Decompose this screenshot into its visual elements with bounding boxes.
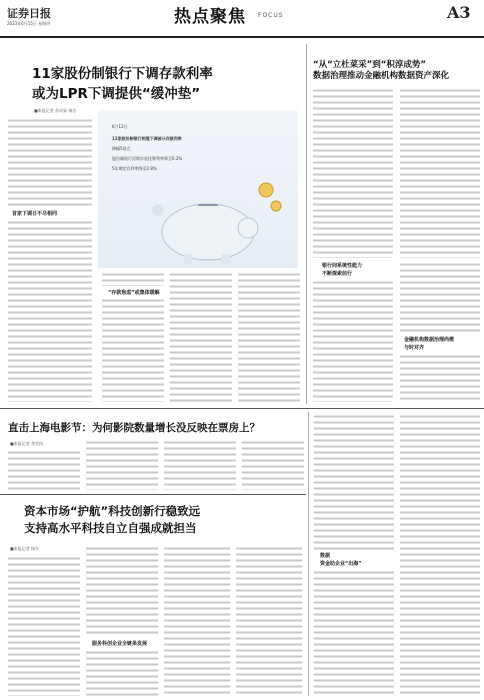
story2-body-col4 (400, 354, 480, 402)
column-divider (306, 44, 307, 404)
newspaper-logo: 证券日报 (7, 7, 51, 20)
story2-subhead2: 金融机构数据治理尚需 (404, 337, 455, 343)
story2-body-col4-top (400, 262, 480, 332)
panel-line-1: 11家股份制银行相继下调部分存款利率 (112, 136, 182, 141)
story4-subhead1: 服务科创企业全链条发展 (92, 641, 148, 647)
story3-body-col3 (164, 440, 236, 490)
story4-body-col4 (236, 546, 302, 696)
story4-headline-line1: 资本市场“护航”科技创新行稳致远 (24, 504, 201, 518)
page-number: A3 (447, 3, 471, 22)
story4-body-col5 (314, 414, 394, 550)
story1-headline-line2: 或为LPR下调提供“缓冲垫” (32, 86, 201, 102)
panel-line-3: 股份制银行活期存款挂牌利率降至0.2% (112, 156, 183, 161)
story2-subhead1: 银行间系统性能力 (322, 263, 363, 269)
story4-body-col6 (314, 570, 394, 696)
story2-title: “从“立杜菜采”到“积淳成势” (313, 60, 426, 70)
story3-headline: 直击上海电影节：为何影院数量增长没反映在票房上？ (8, 422, 260, 434)
piggy-bank-illustration (98, 170, 298, 268)
story2-body-col2 (400, 88, 480, 258)
story4-body-col2-top (86, 546, 158, 636)
story1-body-col2-top (102, 272, 164, 286)
story3-byline: ■本报记者 李雪冉 (10, 441, 44, 446)
story2-headline (313, 60, 483, 82)
story2-subhead2b: 与时对齐 (404, 345, 425, 351)
story1-headline-line1: 11家股份制银行下调存款利率 (32, 66, 213, 82)
panel-line-2: 降幅5基点 (112, 146, 131, 151)
story3-body-col2 (86, 440, 158, 490)
panel-date: 6月12日 (112, 124, 128, 129)
story1-body-col4 (238, 272, 300, 402)
section-subtitle: FOCUS (258, 12, 284, 19)
story2-subtitle: 数据治理推动金融机构数据资产深化 (313, 71, 450, 81)
story1-body-col3 (170, 272, 232, 402)
story1-body-col1-top (8, 118, 92, 206)
story1-body-col1 (8, 220, 92, 402)
story4-subhead2: 数据 (320, 553, 331, 559)
story4-byline: ■本报记者 杨东 (10, 546, 40, 551)
story2-subhead1b: 不断探索前行 (322, 271, 353, 277)
story1-inset-title: “存款焦虑”或集体缓解 (108, 290, 160, 296)
header-rule (0, 36, 484, 38)
story4-headline-line2: 支持高水平科技自立自强成就担当 (24, 521, 197, 535)
story2-body-col1 (313, 88, 393, 258)
story4-body-col2 (86, 650, 158, 696)
story3-body-col4 (242, 440, 304, 490)
story1-body-col2 (102, 298, 164, 402)
story4-subhead2b: 资金助企业“出海” (320, 561, 362, 567)
panel-line-4: 5年期定存利率降至2.8% (112, 166, 157, 171)
section-rule-1 (0, 408, 484, 409)
story1-headline (32, 64, 292, 104)
story3-body-col1 (8, 450, 80, 490)
story1-infographic (98, 110, 298, 268)
issue-date: 2023年6月15日 星期四 (7, 21, 51, 26)
story4-body-col7 (400, 414, 480, 696)
story1-subhead: 首家下调日不尽相同 (12, 211, 58, 217)
story1-byline: ■本报记者 苏向杲 杨洁 (34, 108, 77, 113)
column-divider-2 (308, 412, 309, 696)
story4-body-col3 (164, 546, 230, 696)
story4-body-col1 (8, 556, 80, 696)
section-title: 热点聚焦 (174, 7, 246, 27)
story4-headline (24, 503, 284, 537)
section-rule-2 (0, 494, 306, 495)
story2-body-col3 (313, 280, 393, 402)
